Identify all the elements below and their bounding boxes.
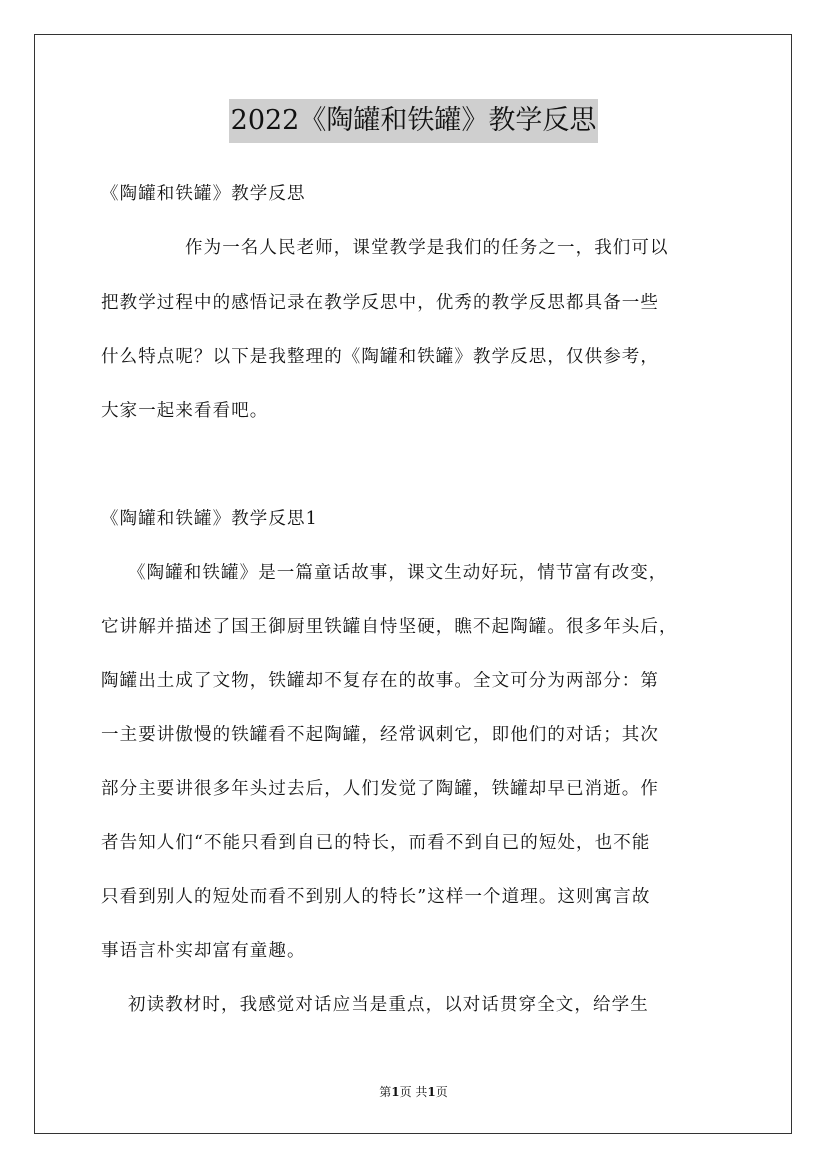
document-title: 2022《陶罐和铁罐》教学反思 [229, 99, 599, 143]
footer-page-current: 1 [391, 1085, 400, 1099]
footer-page-total: 1 [427, 1085, 436, 1099]
body-line: 事语言朴实却富有童趣。 [101, 941, 306, 961]
section-heading: 《陶罐和铁罐》教学反思1 [101, 509, 318, 529]
body-line: 它讲解并描述了国王御厨里铁罐自恃坚硬，瞧不起陶罐。很多年头后， [101, 617, 678, 637]
footer-prefix: 第 [379, 1085, 392, 1099]
body-line: 初读教材时，我感觉对话应当是重点，以对话贯穿全文，给学生 [128, 995, 649, 1015]
footer-mid: 页 共 [399, 1085, 428, 1099]
body-line: 者告知人们“不能只看到自已的特长，而看不到自已的短处，也不能 [101, 833, 651, 853]
body-line: 《陶罐和铁罐》是一篇童话故事，课文生动好玩，情节富有改变， [128, 563, 668, 583]
body-line: 陶罐出土成了文物，铁罐却不复存在的故事。全文可分为两部分：第 [101, 671, 659, 691]
page-footer [0, 1084, 827, 1100]
footer-suffix: 页 [435, 1085, 448, 1099]
intro-line: 什么特点呢？以下是我整理的《陶罐和铁罐》教学反思，仅供参考， [101, 347, 659, 367]
intro-line: 把教学过程中的感悟记录在教学反思中，优秀的教学反思都具备一些 [101, 293, 659, 313]
body-line: 只看到别人的短处而看不到别人的特长”这样一个道理。这则寓言故 [101, 887, 651, 907]
title-container [0, 99, 827, 143]
body-line: 一主要讲傲慢的铁罐看不起陶罐，经常讽刺它，即他们的对话；其次 [101, 725, 659, 745]
intro-line: 大家一起来看看吧。 [101, 401, 269, 421]
subtitle: 《陶罐和铁罐》教学反思 [101, 184, 306, 204]
intro-line: 作为一名人民老师，课堂教学是我们的任务之一，我们可以 [185, 238, 669, 258]
body-line: 部分主要讲很多年头过去后，人们发觉了陶罐，铁罐却早已消逝。作 [101, 779, 659, 799]
